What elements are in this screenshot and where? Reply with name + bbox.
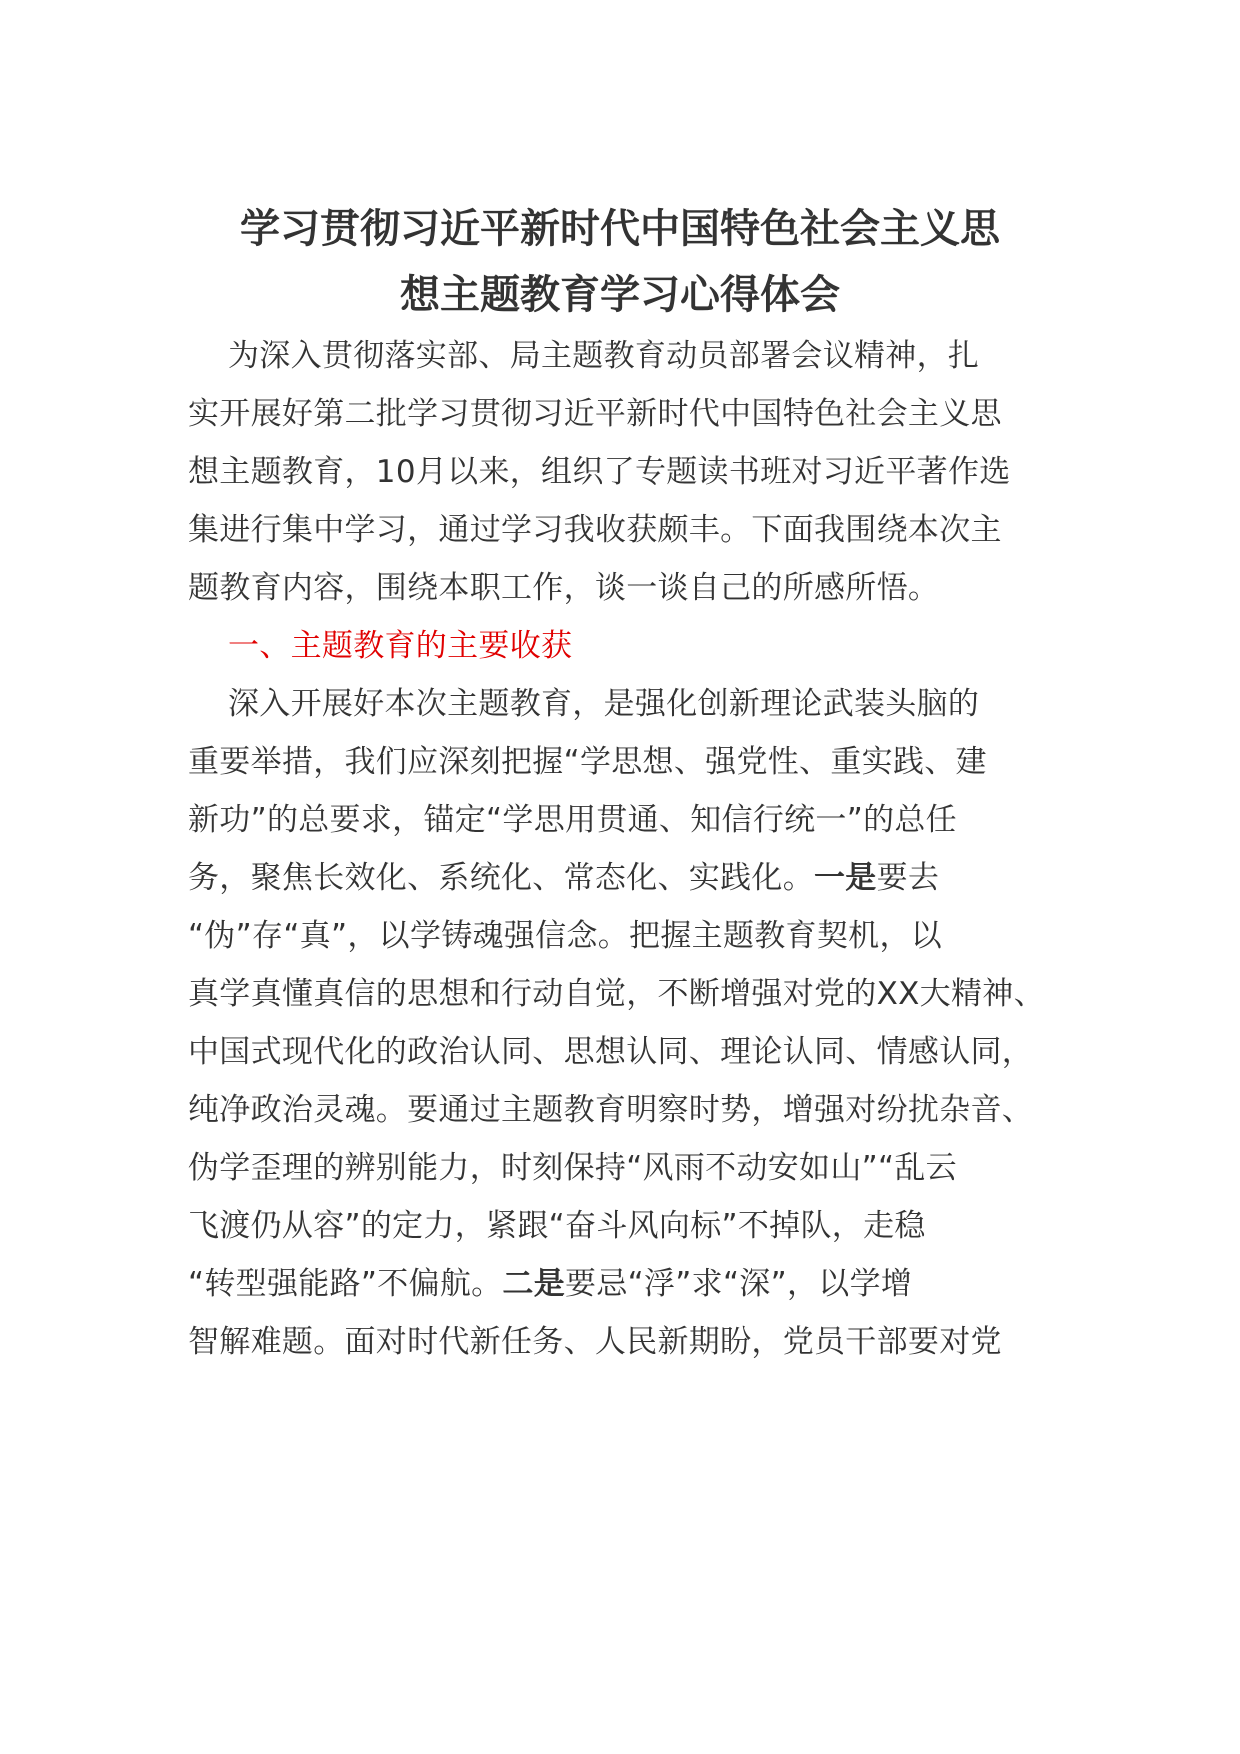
para2-line-4-text: 务，聚焦长效化、系统化、常态化、实践化。 [188, 860, 814, 896]
para2-line-6: 真学真懂真信的思想和行动自觉，不断增强对党的XX大精神、 [188, 976, 1045, 1012]
para2-line-12: 智解难题。面对时代新任务、人民新期盼，党员干部要对党 [188, 1324, 1002, 1360]
para2-line-3: 新功”的总要求，锚定“学思用贯通、知信行统一”的总任 [188, 802, 957, 838]
title-line-1: 学习贯彻习近平新时代中国特色社会主义思 [240, 206, 1000, 252]
para2-line-7: 中国式现代化的政治认同、思想认同、理论认同、情感认同， [188, 1034, 1034, 1070]
para1-line-4: 集进行集中学习，通过学习我收获颇丰。下面我围绕本次主 [188, 512, 1002, 548]
point-two-label: 二是 [502, 1266, 566, 1302]
para2-line-4 [188, 852, 939, 897]
point-one-label: 一是 [814, 860, 877, 896]
para2-line-11-text: “转型强能路”不偏航。 [188, 1266, 503, 1302]
para2-line-4-tail: 要去 [876, 860, 940, 896]
para1-line-5: 题教育内容，围绕本职工作，谈一谈自己的所感所悟。 [188, 570, 940, 606]
para2-line-8: 纯净政治灵魂。要通过主题教育明察时势，增强对纷扰杂音、 [188, 1092, 1034, 1128]
para1-line-3: 想主题教育，10月以来，组织了专题读书班对习近平著作选 [188, 454, 1011, 490]
para2-line-9: 伪学歪理的辨别能力，时刻保持“风雨不动安如山”“乱云 [188, 1150, 957, 1186]
title-line-2: 想主题教育学习心得体会 [400, 272, 840, 318]
para2-line-10: 飞渡仍从容”的定力，紧跟“奋斗风向标”不掉队，走稳 [188, 1208, 926, 1244]
para2-line-11-tail: 要忌“浮”求“深”，以学增 [565, 1266, 913, 1302]
para1-line-2: 实开展好第二批学习贯彻习近平新时代中国特色社会主义思 [188, 396, 1002, 432]
para2-line-11 [188, 1258, 912, 1303]
para2-line-5: “伪”存“真”，以学铸魂强信念。把握主题教育契机，以 [188, 918, 943, 954]
para1-line-1: 为深入贯彻落实部、局主题教育动员部署会议精神，扎 [228, 338, 980, 374]
para2-line-2: 重要举措，我们应深刻把握“学思想、强党性、重实践、建 [188, 744, 987, 780]
document-title [170, 196, 1070, 328]
para2-line-1: 深入开展好本次主题教育，是强化创新理论武装头脑的 [228, 686, 980, 722]
section-heading: 一、主题教育的主要收获 [228, 628, 573, 664]
